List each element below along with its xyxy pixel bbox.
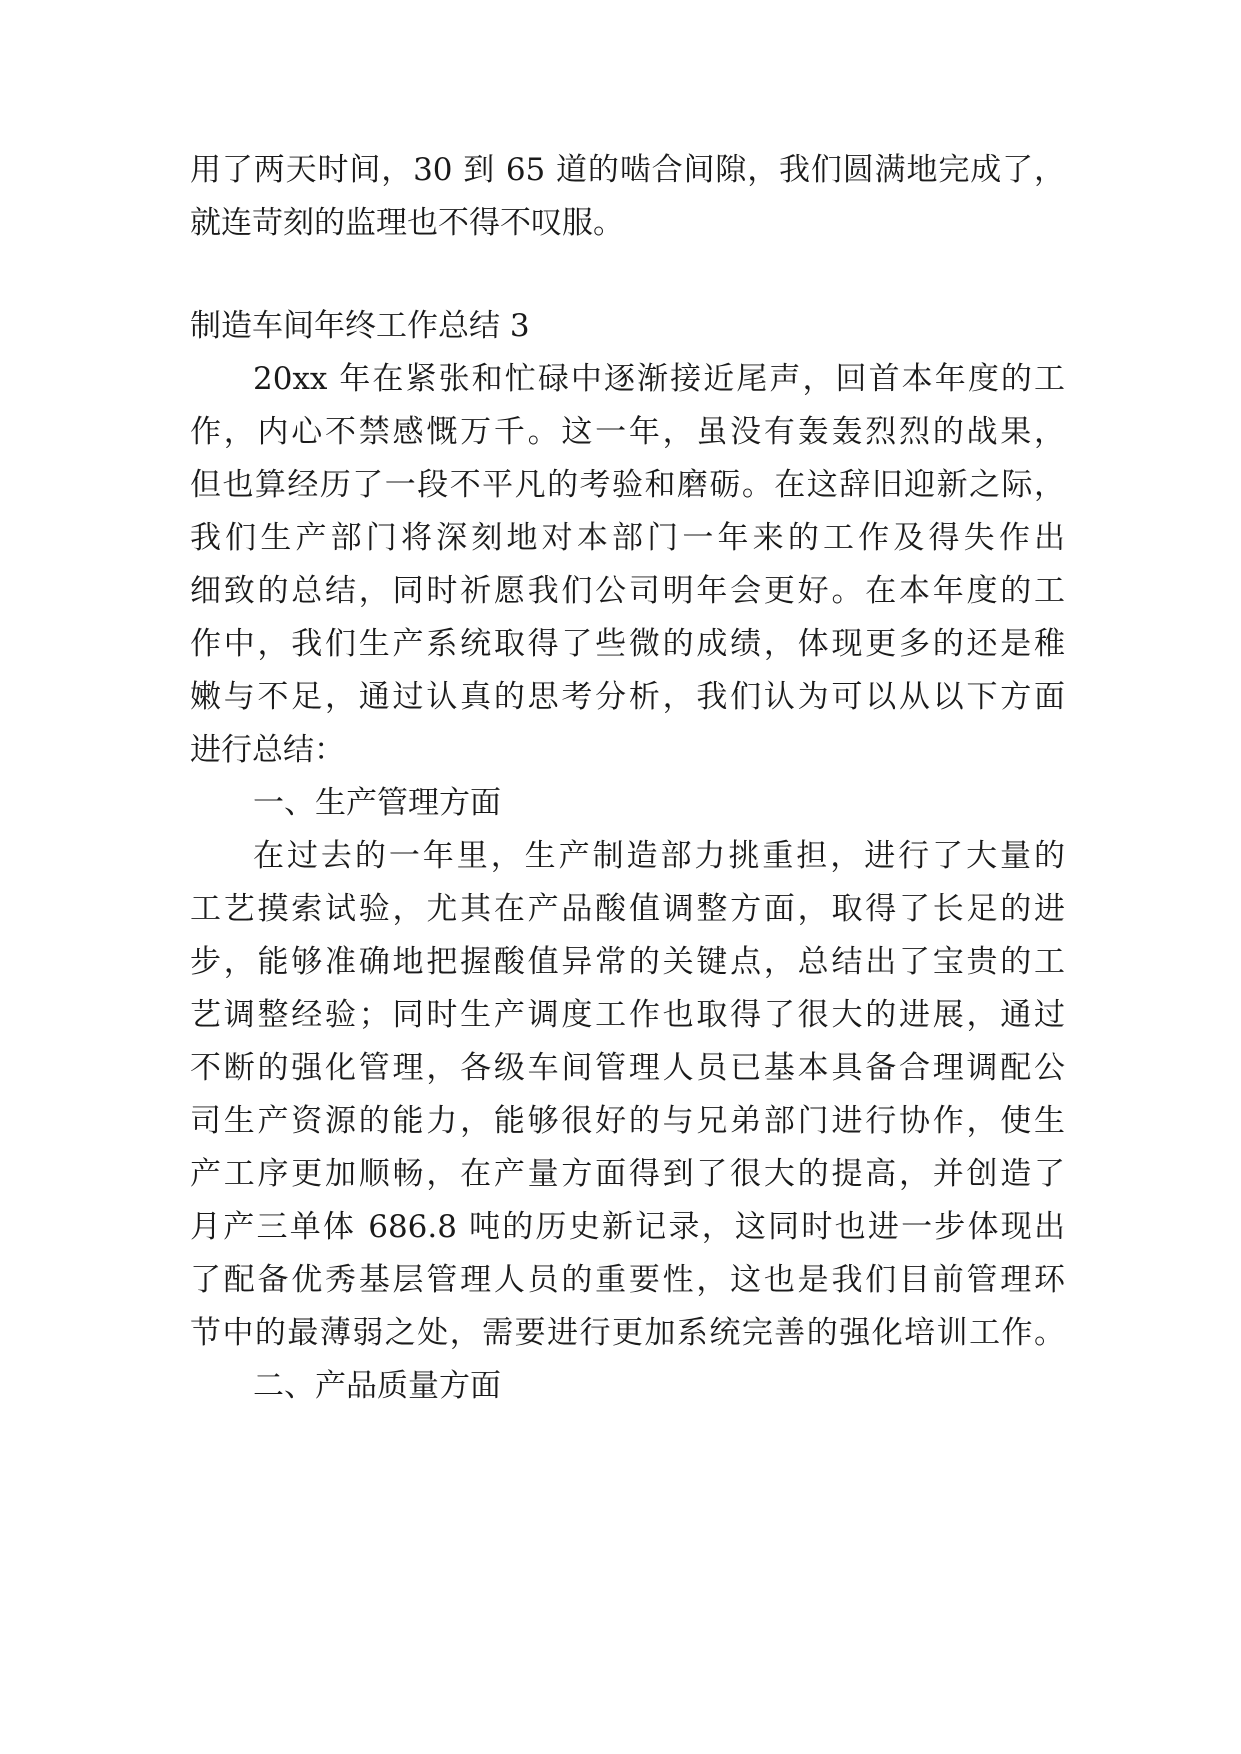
paragraph-line bbox=[0, 1038, 1241, 1098]
line-text: 艺调整经验；同时生产调度工作也取得了很大的进展，通过 bbox=[190, 997, 1065, 1033]
paragraph-line bbox=[0, 985, 1241, 1045]
paragraph-line bbox=[0, 193, 1241, 253]
paragraph-line bbox=[0, 402, 1241, 462]
line-text: 作，内心不禁感慨万千。这一年，虽没有轰轰烈烈的战果， bbox=[190, 414, 1065, 450]
line-text: 作中，我们生产系统取得了些微的成绩，体现更多的还是稚 bbox=[190, 626, 1065, 662]
subsection-heading-text: 二、产品质量方面 bbox=[253, 1368, 501, 1404]
paragraph-line bbox=[0, 1144, 1241, 1204]
line-text: 嫩与不足，通过认真的思考分析，我们认为可以从以下方面 bbox=[190, 679, 1065, 715]
paragraph-line bbox=[0, 667, 1241, 727]
paragraph-line bbox=[0, 720, 1241, 780]
line-text: 细致的总结，同时祈愿我们公司明年会更好。在本年度的工 bbox=[190, 573, 1065, 609]
line-text: 进行总结： bbox=[190, 732, 345, 768]
line-text: 产工序更加顺畅，在产量方面得到了很大的提高，并创造了 bbox=[190, 1156, 1065, 1192]
line-text: 工艺摸索试验，尤其在产品酸值调整方面，取得了长足的进 bbox=[190, 891, 1065, 927]
line-text: 我们生产部门将深刻地对本部门一年来的工作及得失作出 bbox=[190, 520, 1065, 556]
line-text: 用了两天时间，30 到 65 道的啮合间隙，我们圆满地完成了， bbox=[190, 152, 1065, 188]
line-text: 在过去的一年里，生产制造部力挑重担，进行了大量的 bbox=[253, 838, 1065, 874]
subsection-heading-text: 一、生产管理方面 bbox=[253, 785, 501, 821]
line-text: 司生产资源的能力，能够很好的与兄弟部门进行协作，使生 bbox=[190, 1103, 1065, 1139]
paragraph-line bbox=[0, 508, 1241, 568]
section-title bbox=[0, 296, 1241, 356]
paragraph-line bbox=[0, 932, 1241, 992]
line-text: 月产三单体 686.8 吨的历史新记录，这同时也进一步体现出 bbox=[190, 1209, 1065, 1245]
section-title-text: 制造车间年终工作总结 3 bbox=[190, 308, 530, 344]
paragraph-line bbox=[0, 826, 1241, 886]
paragraph-line bbox=[0, 1197, 1241, 1257]
paragraph-line bbox=[0, 1303, 1241, 1363]
subsection-heading bbox=[0, 1356, 1241, 1416]
paragraph-line bbox=[0, 561, 1241, 621]
paragraph-line bbox=[0, 140, 1241, 200]
line-text: 步，能够准确地把握酸值异常的关键点，总结出了宝贵的工 bbox=[190, 944, 1065, 980]
line-text: 就连苛刻的监理也不得不叹服。 bbox=[190, 205, 624, 241]
subsection-heading bbox=[0, 773, 1241, 833]
line-text: 了配备优秀基层管理人员的重要性，这也是我们目前管理环 bbox=[190, 1262, 1065, 1298]
line-text: 20xx 年在紧张和忙碌中逐渐接近尾声，回首本年度的工 bbox=[253, 361, 1065, 397]
line-text: 但也算经历了一段不平凡的考验和磨砺。在这辞旧迎新之际， bbox=[190, 467, 1065, 503]
paragraph-line bbox=[0, 455, 1241, 515]
line-text: 不断的强化管理，各级车间管理人员已基本具备合理调配公 bbox=[190, 1050, 1065, 1086]
line-text: 节中的最薄弱之处，需要进行更加系统完善的强化培训工作。 bbox=[190, 1315, 1065, 1351]
paragraph-line bbox=[0, 349, 1241, 409]
paragraph-line bbox=[0, 614, 1241, 674]
paragraph-line bbox=[0, 1091, 1241, 1151]
paragraph-line bbox=[0, 1250, 1241, 1310]
paragraph-line bbox=[0, 879, 1241, 939]
